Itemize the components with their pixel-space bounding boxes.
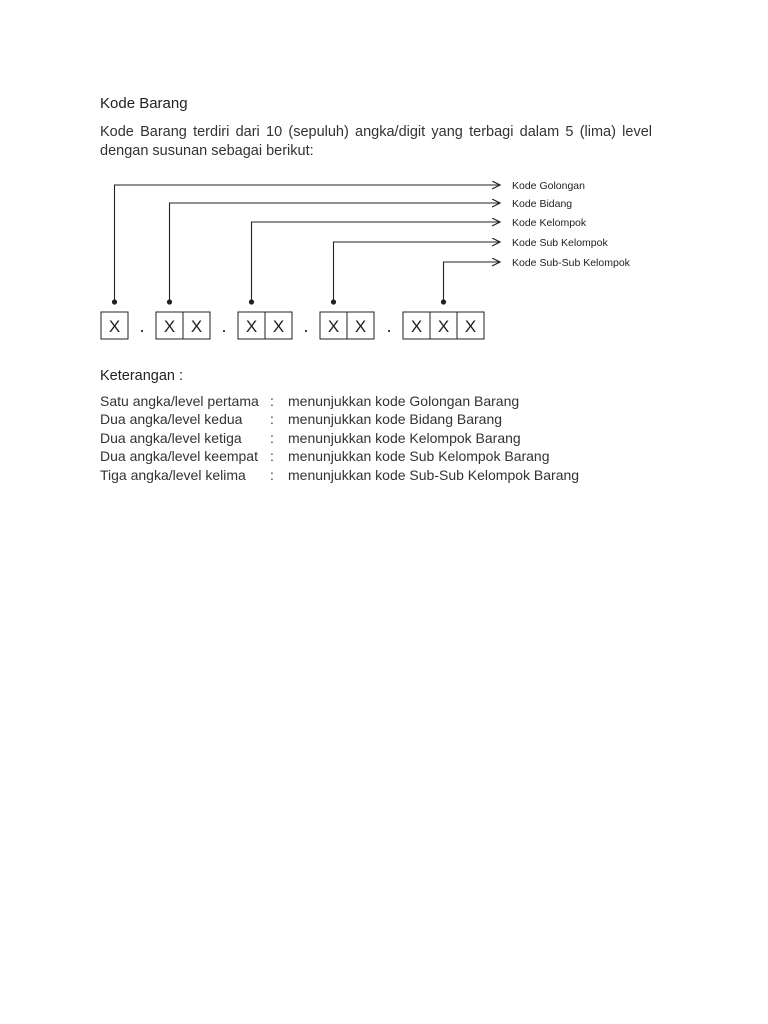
intro-line-2: dengan susunan sebagai berikut: <box>100 143 314 159</box>
connector-dot <box>249 299 254 304</box>
connector-dot <box>331 299 336 304</box>
digit-placeholder: X <box>354 317 367 336</box>
note-term: Dua angka/level kedua <box>100 411 243 428</box>
note-separator: : <box>270 448 274 465</box>
note-description: menunjukkan kode Sub-Sub Kelompok Barang <box>288 466 580 483</box>
note-row <box>100 429 579 447</box>
note-term: Tiga angka/level kelima <box>100 466 246 483</box>
digit-placeholder: X <box>410 317 423 336</box>
digit-placeholder: X <box>108 317 121 336</box>
note-row <box>100 466 579 484</box>
note-separator: : <box>270 466 274 483</box>
digit-placeholder: X <box>245 317 258 336</box>
digit-placeholder: X <box>464 317 477 336</box>
group-separator-dot: . <box>221 316 227 336</box>
connector-arrow <box>334 242 501 300</box>
note-separator: : <box>270 429 274 446</box>
digit-placeholder: X <box>272 317 285 336</box>
code-level-label: Kode Bidang <box>512 198 573 210</box>
digit-placeholder: X <box>437 317 450 336</box>
intro-line-1: Kode Barang terdiri dari 10 (sepuluh) angka/digit yang terbagi dalam 5 (lima) level <box>100 124 652 140</box>
connector-arrow <box>252 222 501 300</box>
group-separator-dot: . <box>303 316 309 336</box>
connector-arrow <box>170 203 501 300</box>
digit-placeholder: X <box>190 317 203 336</box>
notes-list <box>100 392 579 484</box>
note-description: menunjukkan kode Sub Kelompok Barang <box>288 448 550 465</box>
digit-placeholder: X <box>163 317 176 336</box>
note-row <box>100 447 579 465</box>
connector-dot <box>112 299 117 304</box>
code-level-label: Kode Sub-Sub Kelompok <box>512 257 630 269</box>
note-term: Dua angka/level keempat <box>100 448 258 465</box>
note-separator: : <box>270 411 274 428</box>
note-description: menunjukkan kode Bidang Barang <box>288 411 503 428</box>
note-separator: : <box>270 393 274 409</box>
code-level-label: Kode Golongan <box>512 180 585 192</box>
digit-boxes <box>101 312 484 339</box>
note-term: Dua angka/level ketiga <box>100 429 242 446</box>
section-heading: Kode Barang <box>100 95 188 112</box>
code-level-label: Kode Sub Kelompok <box>512 237 608 249</box>
note-description: menunjukkan kode Kelompok Barang <box>288 429 521 446</box>
connector-dot <box>441 299 446 304</box>
connector-arrow <box>444 262 501 300</box>
note-row <box>100 392 579 410</box>
group-separator-dot: . <box>139 316 145 336</box>
digit-placeholder: X <box>327 317 340 336</box>
note-description: menunjukkan kode Golongan Barang <box>288 393 520 409</box>
note-term: Satu angka/level pertama <box>100 393 259 409</box>
notes-title: Keterangan : <box>100 368 184 384</box>
connector-lines <box>112 185 500 305</box>
note-row <box>100 410 579 428</box>
connector-dot <box>167 299 172 304</box>
group-separator-dot: . <box>386 316 392 336</box>
code-level-label: Kode Kelompok <box>512 217 587 229</box>
code-labels <box>512 180 631 269</box>
